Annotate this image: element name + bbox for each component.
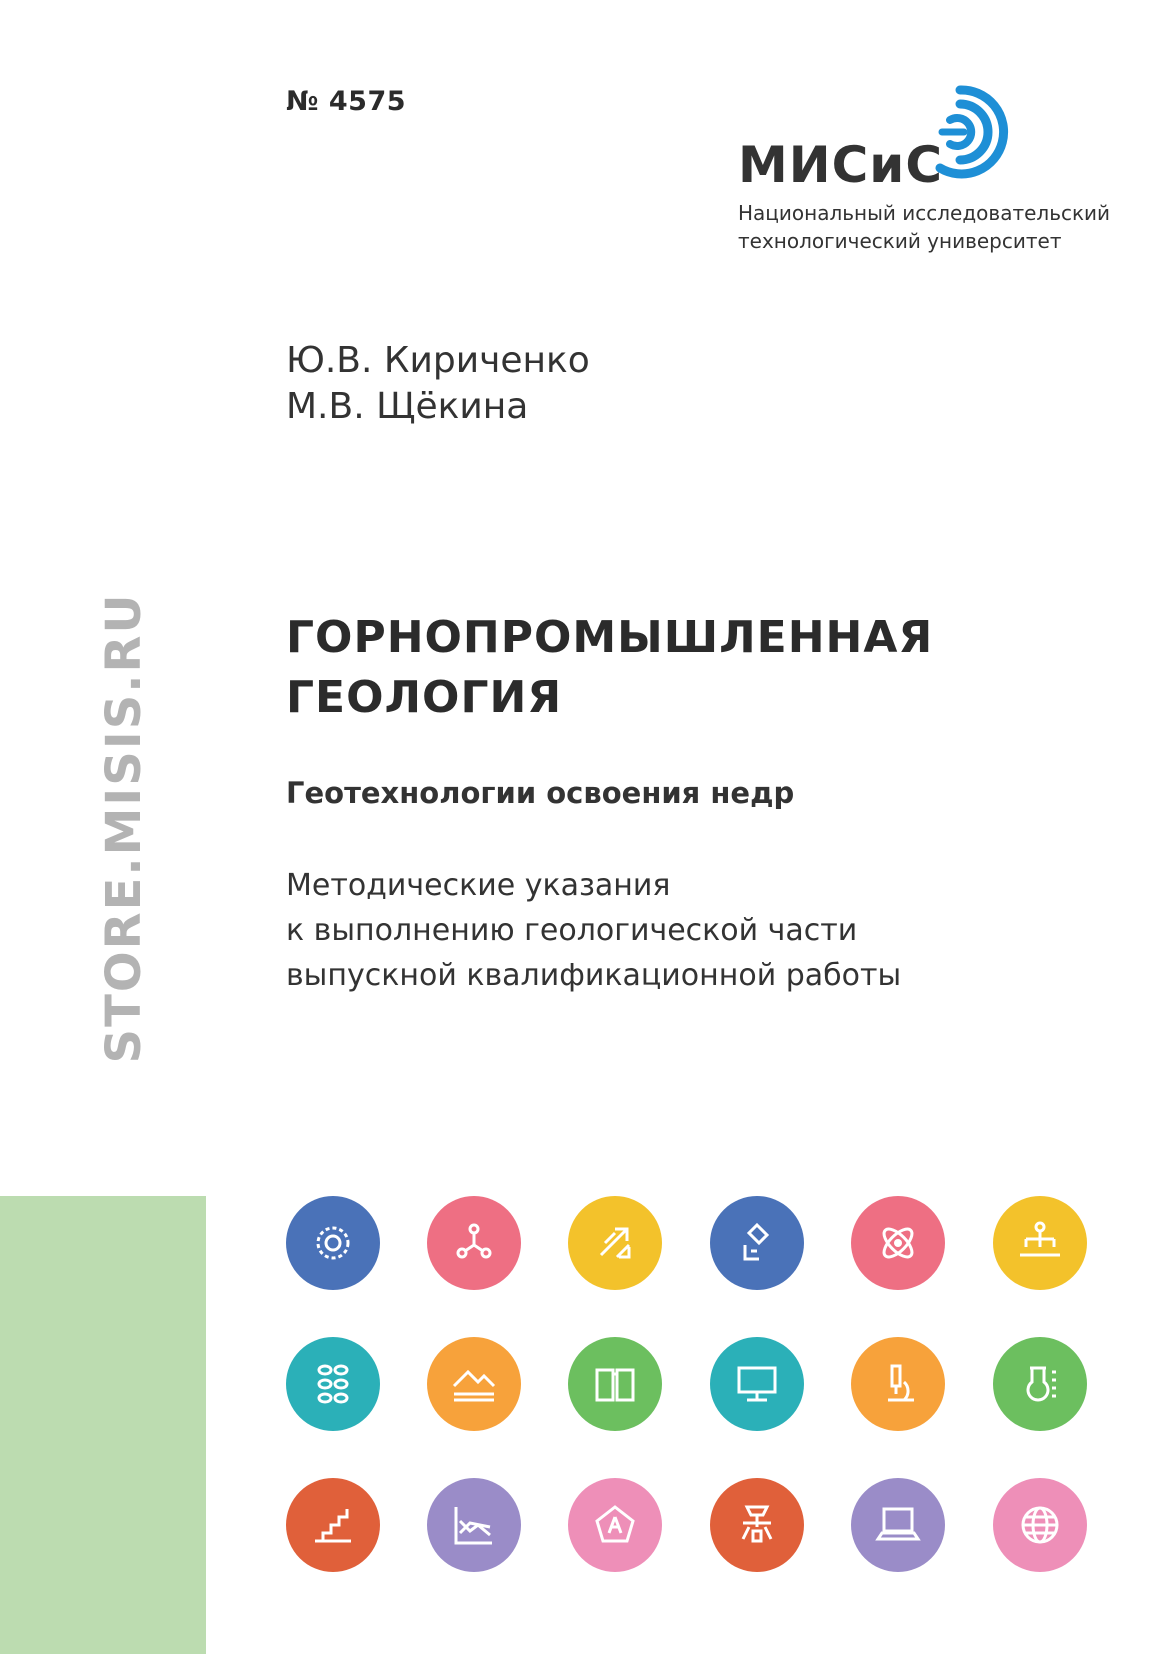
description-line: выпускной квалификационной работы	[286, 958, 902, 993]
book-icon	[568, 1337, 662, 1431]
author-name: Ю.В. Кириченко	[286, 340, 590, 381]
store-url-vertical: STORE.MISIS.RU	[96, 592, 152, 1064]
molecule-icon	[427, 1196, 521, 1290]
author-name: М.В. Щёкина	[286, 386, 529, 427]
logo-caption-line2: технологический университет	[738, 229, 1062, 253]
description-line: к выполнению геологической части	[286, 913, 858, 948]
surveyor-icon	[710, 1196, 804, 1290]
globe-icon	[993, 1478, 1087, 1572]
book-title-line1: ГОРНОПРОМЫШЛЕННАЯ	[286, 612, 934, 663]
decorative-green-bar	[0, 1196, 206, 1654]
book-subtitle: Геотехнологии освоения недр	[286, 776, 795, 810]
abacus-icon	[286, 1337, 380, 1431]
microscope-icon	[851, 1337, 945, 1431]
flask-icon	[993, 1337, 1087, 1431]
hierarchy-icon	[993, 1196, 1087, 1290]
stairs-icon	[286, 1478, 380, 1572]
atom-icon	[851, 1196, 945, 1290]
robot-icon	[710, 1478, 804, 1572]
chart-icon	[427, 1478, 521, 1572]
monitor-icon	[710, 1337, 804, 1431]
laptop-icon	[851, 1478, 945, 1572]
mountain-icon	[427, 1337, 521, 1431]
logo-wordmark: МИСиС	[738, 136, 944, 194]
pentagon-icon	[568, 1478, 662, 1572]
gear-icon	[286, 1196, 380, 1290]
arrows-icon	[568, 1196, 662, 1290]
issue-number: № 4575	[286, 86, 407, 117]
description-line: Методические указания	[286, 868, 671, 903]
logo-caption-line1: Национальный исследовательский	[738, 201, 1111, 225]
book-title-line2: ГЕОЛОГИЯ	[286, 672, 563, 723]
logo-signal-icon	[912, 82, 1012, 182]
